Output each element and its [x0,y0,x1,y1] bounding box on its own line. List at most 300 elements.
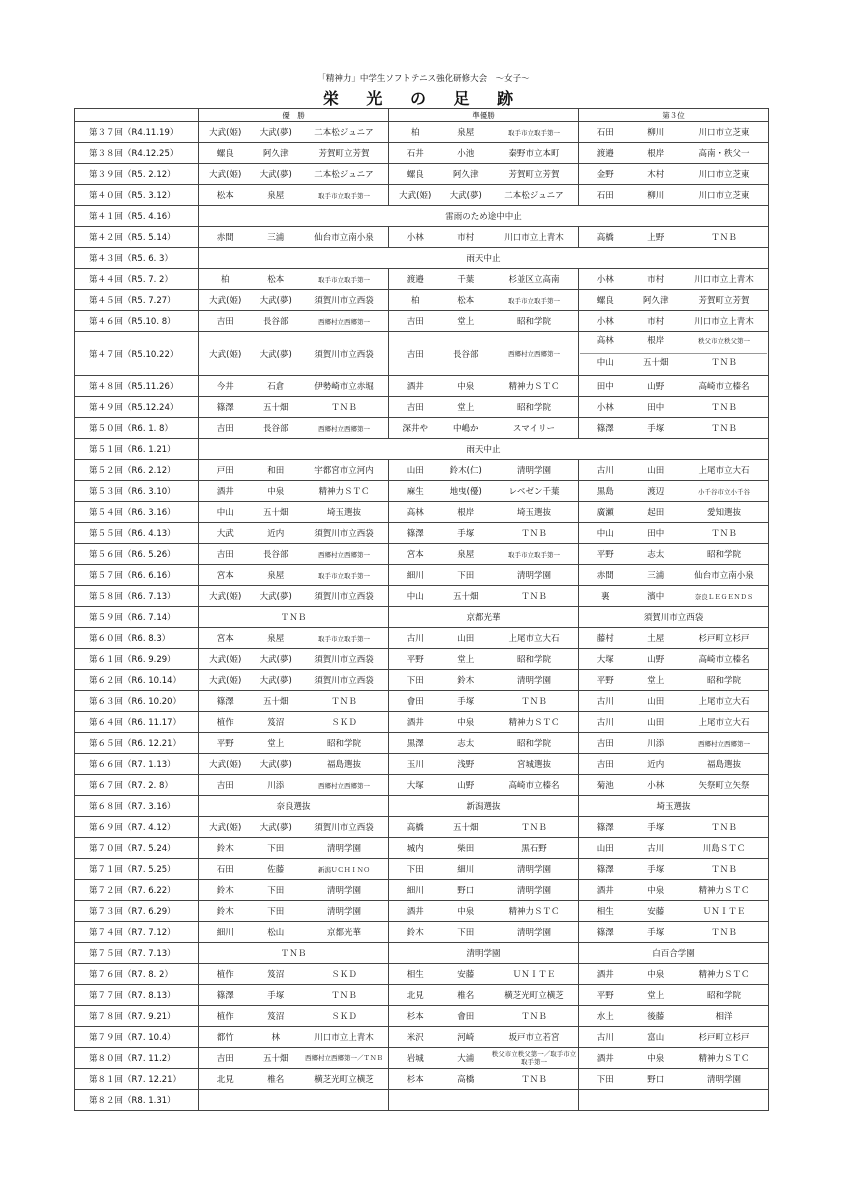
round-date: 第５２回（R6. 2.12） [75,460,199,481]
winner-player-2: 下田 [267,844,285,854]
winner-player-2: 松本 [267,275,285,285]
winner-pair [200,527,387,539]
third-school: 川口市立上青木 [694,275,754,285]
runner-up-player-2: 根岸 [457,508,475,518]
runner-up-player-1: 吉田 [406,317,424,327]
runner-up-cell [389,712,579,733]
winner-school: 須賀川市立西袋 [314,676,374,686]
third-cell [579,122,769,143]
round-date: 第７３回（R7. 6.29） [75,901,199,922]
winner-pair [200,401,387,413]
third-school: 小千谷市立小千谷 [697,487,750,496]
third-player-2: 柳川 [647,191,665,201]
round-date: 第５０回（R6. 1. 8） [75,418,199,439]
runner-up-player-2: 山野 [457,781,475,791]
winner-pair [200,926,387,938]
round-date: 第６７回（R7. 2. 8） [75,775,199,796]
runner-up-cell [389,586,579,607]
runner-up-player-2: 手塚 [457,697,475,707]
winner-player-2: 五十畑 [262,508,289,518]
runner-up-school: 清明学園 [516,571,551,581]
runner-up-cell [389,544,579,565]
runner-up-player-2: 河崎 [457,1033,475,1043]
winner-pair [200,569,387,581]
page-subtitle: 「精神力」中学生ソフトテニス強化研修大会 ～女子～ [317,74,530,84]
third-pair [580,989,767,1001]
runner-up-player-1: 下田 [406,865,424,875]
winner-player-1: 大武(姫) [209,823,242,833]
third-cell [579,754,769,775]
winner-school: ＴＮＢ [331,403,357,413]
third-school: 福島選抜 [706,760,741,770]
third-cell [579,964,769,985]
winner-player-2: 椎名 [267,1075,285,1085]
header-round [75,109,199,122]
runner-up-player-2: 志太 [457,739,475,749]
team-third: 白百合学園 [579,943,769,964]
winner-cell [199,1006,389,1027]
cancellation-note: 雨天中止 [199,439,769,460]
winner-player-1: 大武 [216,529,234,539]
third-cell [579,397,769,418]
winner-school: ＳＫＤ [331,970,357,980]
third-pair [580,506,767,518]
third-pair [580,548,767,560]
winner-player-1: 宮本 [216,634,234,644]
third-player-2: 木村 [647,170,665,180]
runner-up-cell [389,143,579,164]
third-school: 秩父市立秩父第一 [697,337,750,345]
table-row [75,439,769,460]
runner-up-player-2: 山田 [457,634,475,644]
winner-pair [200,126,387,138]
runner-up-pair [390,968,577,980]
winner-school: 取手市立取手第一 [317,634,370,643]
third-player-1: 赤間 [596,571,614,581]
third-cell [579,733,769,754]
runner-up-cell [389,817,579,838]
third-school: 奈良ＬＥＧＥＮＤＳ [694,592,754,601]
third-player-2: 上野 [647,233,665,243]
runner-up-cell [389,269,579,290]
table-row [75,901,769,922]
runner-up-school: 精神力ＳＴＣ [508,382,560,392]
runner-up-cell [389,311,579,332]
third-player-2: 根岸 [647,149,665,159]
third-school: 川口市立芝東 [698,170,750,180]
table-row [75,460,769,481]
table-row [75,164,769,185]
winner-cell [199,985,389,1006]
round-date: 第６４回（R6. 11.17） [75,712,199,733]
third-player-2: 田中 [647,529,665,539]
third-pair [580,189,767,201]
third-pair [580,401,767,413]
round-date: 第５５回（R6. 4.13） [75,523,199,544]
runner-up-player-2: 野口 [457,886,475,896]
winner-school: ＳＫＤ [331,1012,357,1022]
winner-school: 西郷村立西郷第一 [317,317,370,326]
winner-cell [199,290,389,311]
runner-up-player-1: 高橋 [406,823,424,833]
table-row [75,1069,769,1090]
third-school: 上尾市立大石 [698,718,750,728]
round-date: 第７８回（R7. 9.21） [75,1006,199,1027]
winner-school: 須賀川市立西袋 [314,823,374,833]
runner-up-cell [389,460,579,481]
runner-up-school: 芳賀町立芳賀 [508,170,560,180]
runner-up-school: 昭和学院 [516,403,551,413]
winner-player-2: 手塚 [267,991,285,1001]
runner-up-school: 取手市立取手第一 [507,550,560,559]
third-player-1: 渡邉 [596,149,614,159]
winner-school: 川口市立上青木 [314,1033,374,1043]
third-player-1: 小林 [596,317,614,327]
runner-up-cell [389,418,579,439]
winner-cell [199,1069,389,1090]
third-cell [579,1090,769,1111]
winner-cell [199,775,389,796]
winner-cell [199,964,389,985]
third-school: 芳賀町立芳賀 [698,296,750,306]
winner-player-2: 大武(夢) [259,592,292,602]
runner-up-pair [390,884,577,896]
runner-up-player-1: 深井や [402,424,428,434]
third-school: 昭和学院 [706,550,741,560]
table-row [75,143,769,164]
runner-up-pair [390,905,577,917]
third-pair [580,653,767,665]
winner-school: 西郷村立西郷第一 [317,781,370,790]
winner-player-1: 大武(姫) [209,170,242,180]
winner-pair [200,590,387,602]
third-school: 上尾市立大石 [698,466,750,476]
third-pair [580,758,767,770]
third-cell [579,164,769,185]
runner-up-pair [390,590,577,602]
runner-up-school: スマイリー [512,424,556,434]
runner-up-cell [389,1069,579,1090]
third-cell [579,418,769,439]
runner-up-pair [390,737,577,749]
third-player-1: 螺良 [596,296,614,306]
runner-up-player-2: 長谷部 [452,349,479,360]
winner-player-2: 下田 [267,886,285,896]
runner-up-cell [389,523,579,544]
third-player-2: 中泉 [647,970,665,980]
runner-up-pair [390,1031,577,1043]
winner-cell [199,691,389,712]
table-row [75,397,769,418]
third-player-2: 古川 [647,844,665,854]
third-cell [579,269,769,290]
runner-up-pair [390,632,577,644]
runner-up-cell [389,481,579,502]
runner-up-cell [389,859,579,880]
runner-up-player-1: 中山 [406,592,424,602]
third-school: 杉戸町立杉戸 [698,634,750,644]
runner-up-pair [390,716,577,728]
winner-player-1: 大武(姫) [209,760,242,770]
third-player-1: 古川 [596,718,614,728]
winner-player-1: 植作 [216,970,234,980]
third-school: 愛知選抜 [706,508,741,518]
table-row [75,1027,769,1048]
runner-up-cell [389,1006,579,1027]
runner-up-player-1: 大塚 [406,781,424,791]
runner-up-player-1: 杉本 [406,1075,424,1085]
third-school: 高崎市立榛名 [698,655,750,665]
runner-up-player-1: 山田 [406,466,424,476]
runner-up-player-2: 堂上 [457,317,475,327]
runner-up-pair [390,842,577,854]
third-player-1: 酒井 [596,886,614,896]
third-cell [579,628,769,649]
winner-pair [200,758,387,770]
table-row [75,332,769,376]
third-player-1: 廣瀬 [596,508,614,518]
winner-player-2: 松山 [267,928,285,938]
table-row [75,796,769,817]
runner-up-pair [390,315,577,327]
winner-player-2: 長谷部 [262,424,289,434]
winner-school: 清明学園 [326,907,361,917]
winner-cell [199,502,389,523]
runner-up-pair [390,758,577,770]
third-pair [580,294,767,306]
winner-pair [200,1031,387,1043]
runner-up-school: ＵＮＩＴＥ [512,970,556,980]
winner-pair [200,548,387,560]
winner-player-1: 中山 [216,508,234,518]
runner-up-school: 昭和学院 [516,317,551,327]
runner-up-player-1: 米沢 [406,1033,424,1043]
third-player-2: 阿久津 [642,296,669,306]
winner-school: 取手市立取手第一 [317,191,370,200]
winner-cell [199,901,389,922]
table-row [75,670,769,691]
runner-up-player-1: 細川 [406,886,424,896]
team-runner-up: 清明学園 [389,943,579,964]
table-row [75,185,769,206]
round-date: 第６２回（R6. 10.14） [75,670,199,691]
winner-player-1: 鈴木 [216,886,234,896]
third-player-2: 根岸 [647,336,665,346]
round-date: 第６１回（R6. 9.29） [75,649,199,670]
table-row [75,248,769,269]
runner-up-cell [389,185,579,206]
third-school: 川口市立芝東 [698,191,750,201]
runner-up-school: 杉並区立高南 [508,275,560,285]
third-player-2: 中泉 [647,1054,665,1064]
table-row [75,922,769,943]
third-pair [580,485,767,497]
runner-up-cell [389,164,579,185]
winner-cell [199,565,389,586]
third-school: 精神力ＳＴＣ [698,1054,750,1064]
cancellation-note: 雨天中止 [199,248,769,269]
third-pair [580,905,767,917]
third-player-1: 小林 [596,275,614,285]
winner-player-2: 笈沼 [267,718,285,728]
third-player-1: 古川 [596,697,614,707]
table-row [75,838,769,859]
winner-school: 清明学園 [326,844,361,854]
runner-up-player-2: 柴田 [457,844,475,854]
winner-school: 福島選抜 [326,760,361,770]
third-cell [579,817,769,838]
runner-up-cell [389,1090,579,1111]
runner-up-player-1: 螺良 [406,170,424,180]
winner-player-2: 大武(夢) [259,760,292,770]
runner-up-player-1: 相生 [406,970,424,980]
third-player-2: 渡辺 [647,487,665,497]
winner-player-1: 宮本 [216,571,234,581]
third-player-1: 篠澤 [596,928,614,938]
round-date: 第７９回（R7. 10.4） [75,1027,199,1048]
third-pair [580,968,767,980]
third-player-1: 裏 [600,592,610,602]
table-row [75,943,769,964]
runner-up-pair [390,821,577,833]
runner-up-player-1: 柏 [410,296,420,306]
winner-player-2: 和田 [267,466,285,476]
runner-up-cell [389,754,579,775]
runner-up-school: 昭和学院 [516,655,551,665]
runner-up-pair [390,779,577,791]
winner-player-2: 三浦 [267,233,285,243]
runner-up-player-2: 泉屋 [457,550,475,560]
third-pair [580,1095,767,1105]
third-player-2: 田中 [647,403,665,413]
winner-pair [200,1010,387,1022]
third-cell [579,1069,769,1090]
runner-up-player-2: 五十畑 [452,592,479,602]
winner-player-2: 笈沼 [267,970,285,980]
runner-up-pair [390,1095,577,1105]
winner-player-1: 大武(姫) [209,128,242,138]
runner-up-player-2: 大武(夢) [449,191,482,201]
third-pair [580,231,767,243]
runner-up-pair [390,506,577,518]
third-cell [579,481,769,502]
winner-cell [199,332,389,376]
runner-up-school: 二本松ジュニア [504,191,564,201]
winner-pair [200,315,387,327]
runner-up-pair [390,231,577,243]
winner-school: 仙台市立南小泉 [314,233,374,243]
runner-up-pair [390,294,577,306]
third-cell [579,311,769,332]
third-player-2: 後藤 [647,1012,665,1022]
runner-up-player-2: 中泉 [457,907,475,917]
third-pair [580,590,767,602]
third-player-1: 篠澤 [596,823,614,833]
third-player-2: 山野 [647,655,665,665]
winner-player-1: 赤間 [216,233,234,243]
runner-up-school: 清明学園 [516,676,551,686]
third-cell [579,185,769,206]
round-date: 第８１回（R7. 12.21） [75,1069,199,1090]
page-title: 栄 光 の 足 跡 [322,89,525,108]
third-cell [579,376,769,397]
round-date: 第４６回（R5.10. 8） [75,311,199,332]
runner-up-pair [390,1010,577,1022]
winner-cell [199,311,389,332]
round-date: 第６０回（R6. 8.3） [75,628,199,649]
third-pair [580,779,767,791]
runner-up-school: 清明学園 [516,865,551,875]
table-row [75,418,769,439]
third-player-2: 安藤 [647,907,665,917]
round-date: 第７７回（R7. 8.13） [75,985,199,1006]
winner-cell [199,1048,389,1069]
third-school: ＴＮＢ [711,233,737,243]
runner-up-player-1: 吉田 [406,349,424,360]
third-player-1: 平野 [596,676,614,686]
third-pair [580,1031,767,1043]
third-pair [580,273,767,285]
third-player-2: 山田 [647,718,665,728]
third-player-1: 田中 [596,382,614,392]
runner-up-cell [389,733,579,754]
third-player-1: 篠澤 [596,424,614,434]
winner-player-2: 大武(夢) [259,676,292,686]
runner-up-school: ＴＮＢ [521,1012,547,1022]
third-cell [579,586,769,607]
winner-school: 須賀川市立西袋 [314,655,374,665]
third-pair [580,1052,767,1064]
runner-up-player-1: 城内 [406,844,424,854]
third-pair [580,422,767,434]
winner-player-2: 泉屋 [267,191,285,201]
runner-up-cell [389,964,579,985]
winner-school: 精神力ＳＴＣ [318,487,370,497]
runner-up-school: 川口市立上青木 [504,233,564,243]
runner-up-player-2: 下田 [457,571,475,581]
third-pair [580,527,767,539]
third-player-1: 酒井 [596,1054,614,1064]
winner-player-2: 石倉 [267,382,285,392]
table-row [75,754,769,775]
winner-cell [199,712,389,733]
table-row [75,733,769,754]
third-cell [579,712,769,733]
winner-cell [199,376,389,397]
runner-up-player-1: 細川 [406,571,424,581]
third-player-1: 古川 [596,1033,614,1043]
third-school: 川島ＳＴＣ [702,844,746,854]
runner-up-pair [390,380,577,392]
winner-player-1: 鈴木 [216,907,234,917]
winner-player-1: 細川 [216,928,234,938]
third-school: 高南・秩父一 [698,149,750,159]
winner-cell [199,397,389,418]
round-date: 第３９回（R5. 2.12） [75,164,199,185]
runner-up-pair [390,401,577,413]
round-date: 第４９回（R5.12.24） [75,397,199,418]
third-pair [580,126,767,138]
third-cell [579,670,769,691]
team-runner-up: 新潟選抜 [389,796,579,817]
runner-up-school: 埼玉選抜 [516,508,551,518]
third-player-2: 手塚 [647,928,665,938]
header-third: 第３位 [579,109,769,122]
winner-school: ＴＮＢ [331,697,357,707]
winner-cell [199,649,389,670]
third-cell [579,565,769,586]
third-player-2: 市村 [647,275,665,285]
